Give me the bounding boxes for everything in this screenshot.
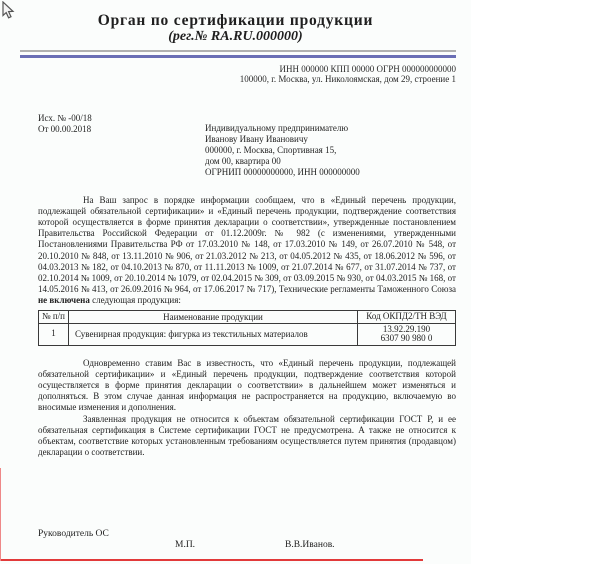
requisites-line-1: ИНН 000000 КПП 00000 ОГРН 000000000000 — [279, 63, 456, 74]
table-cell-name: Сувенирная продукция: фигурка из текстильных материалов — [69, 323, 358, 345]
products-table — [38, 310, 456, 346]
cursor-icon — [2, 1, 15, 19]
registration-number: (рег.№ RA.RU.000000) — [168, 29, 303, 44]
org-requisites — [0, 64, 456, 85]
table-header-code: Код ОКПД2/ТН ВЭД — [357, 310, 455, 323]
red-annotation-line-bottom — [0, 559, 423, 561]
stamp-placeholder: М.П. — [175, 540, 196, 551]
reference-block — [38, 113, 205, 178]
table-cell-num: 1 — [39, 323, 69, 345]
table-cell-code — [357, 323, 455, 345]
letterhead-rule-gray — [20, 50, 456, 52]
paragraph-main-text: На Ваш запрос в порядке информации сообщаем, что в «Единый перечень продукции, подлежащей обязательной сертификации» и «Единый перечень продукции, подтверждение соответствия которой осуществляется в форме принятия декларации о соответствии», утвержденные постановлением Правительства Российской Федерации от 01.12.2009г. № 982 (с изменениями, утвержденными Постановлениями Правительства РФ от 17.03.2010 № 148, от 17.03.2010 № 149, от 26.07.2010 № 548, от 20.10.2010 № 848, от 13.11.2010 № 906, от 21.03.2012 № 213, от 04.05.2012 № 435, от 18.06.2012 № 596, от 04.03.2013 № 182, от 04.10.2013 № 870, от 11.11.2013 № 1009, от 21.07.2014 № 677, от 31.07.2014 № 737, от 02.10.2014 № 1009, от 20.10.2014 № 1079, от 02.04.2015 № 309, от 03.09.2015 № 930, от 04.03.2015 № 168, от 14.05.2016 № 413, от 26.09.2016 № 964, от 17.06.2017 № 717), Технические регламенты Таможенного Союза — [38, 194, 456, 295]
address-row — [0, 113, 471, 178]
code-okpd2: 13.92.29.190 — [382, 323, 431, 334]
org-title: Орган по сертификации продукции — [97, 12, 374, 29]
code-tnved: 6307 90 980 0 — [380, 333, 433, 344]
recipient-line: 000000, г. Москва, Спортивная 15, — [205, 144, 337, 155]
paragraph-main-tail: следующая продукция: — [89, 295, 181, 306]
paragraph-conclusion: Заявленная продукция не относится к объектам обязательной сертификации ГОСТ Р, и ее обязательная сертификация в Системе сертификации ГОСТ не предусмотрена. А также не относится к объектам, соответствие которых установленным требованиям осуществляется путем принятия (продавцом) декларации о соответствии. — [38, 413, 456, 458]
outgoing-date: От 00.00.2018 — [38, 124, 92, 134]
recipient-block — [205, 123, 360, 178]
table-row — [39, 323, 456, 345]
recipient-line: Иванову Ивану Ивановичу — [205, 133, 308, 144]
signer-position: Руководитель ОС — [38, 529, 109, 540]
recipient-line: дом 00, квартира 00 — [205, 155, 281, 166]
signature-block — [0, 529, 471, 555]
table-header-num: № п/п — [39, 310, 69, 323]
recipient-line: Индивидуальному предпринимателю — [205, 122, 349, 133]
table-header-name: Наименование продукции — [69, 310, 358, 323]
letterhead-rule-blue — [20, 55, 456, 58]
red-annotation-line-left — [0, 468, 1, 561]
paragraph-main — [38, 195, 456, 307]
recipient-line: ОГРНИП 00000000000, ИНН 000000000 — [205, 166, 360, 177]
signer-name: В.В.Иванов. — [285, 540, 335, 551]
outgoing-number: Исх. № -00/18 — [38, 112, 92, 123]
paragraph-notice: Одновременно ставим Вас в известность, что «Единый перечень продукции, подлежащей обязательной сертификации» и «Единый перечень продукции, подтверждение соответствия которой осуществляется в форме принятия декларации о соответствии» в дальнейшем может изменяться и дополняться. В этом случае данная информация не распространяется на продукцию, включаемую во вносимые изменения и дополнения. — [38, 357, 456, 413]
requisites-line-2: 100000, г. Москва, ул. Николоямская, дом 29, строение 1 — [239, 74, 456, 84]
table-header-row — [39, 310, 456, 323]
not-included-emphasis: не включена — [38, 295, 90, 306]
